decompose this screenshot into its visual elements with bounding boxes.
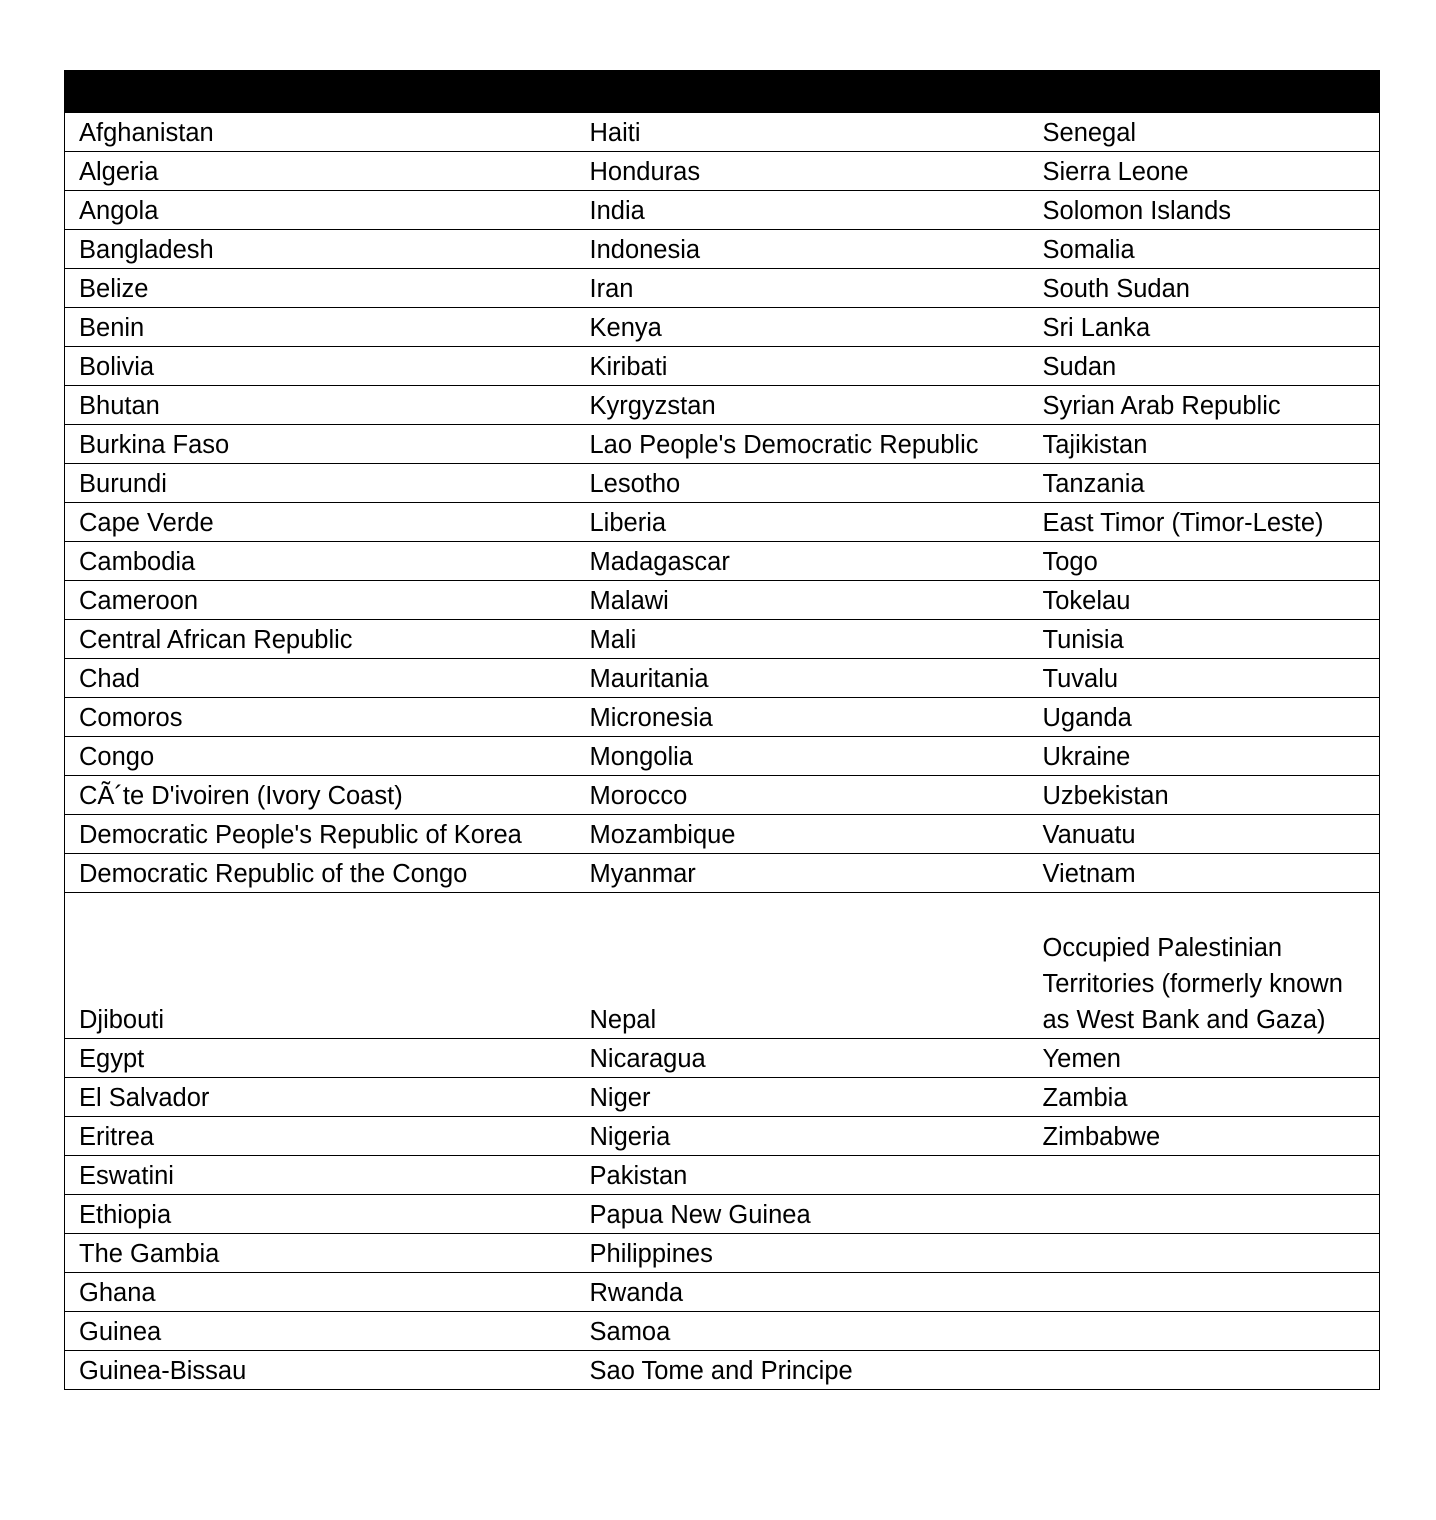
table-row [65,542,1380,581]
table-cell [1029,191,1380,230]
table-cell [65,308,576,347]
table-row [65,464,1380,503]
table-cell [1029,1195,1380,1234]
table-cell [1029,1156,1380,1195]
country-name: Lesotho [589,470,681,498]
country-name: Morocco [589,782,688,810]
table-cell [1029,698,1380,737]
table-cell [576,347,1029,386]
table-cell [1029,1273,1380,1312]
country-name: Bolivia [79,353,155,381]
table-cell [576,737,1029,776]
country-name: Senegal [1042,119,1137,147]
table-cell [65,581,576,620]
country-name: India [589,197,645,225]
country-table [64,70,1380,1390]
table-cell [576,152,1029,191]
table-row [65,854,1380,893]
country-name: Togo [1042,548,1098,576]
table-cell [576,230,1029,269]
country-name: Kyrgyzstan [589,392,716,420]
table-cell [1029,113,1380,152]
country-name: Eswatini [79,1162,174,1190]
country-name: Cape Verde [79,509,214,537]
table-cell [576,542,1029,581]
header-cell-1 [65,71,576,113]
table-cell [65,386,576,425]
country-name: South Sudan [1042,275,1190,303]
table-cell [65,542,576,581]
table-cell [65,776,576,815]
table-cell [576,1273,1029,1312]
country-name: Guinea-Bissau [79,1357,247,1385]
country-name: Sao Tome and Principe [589,1357,853,1385]
table-cell [65,698,576,737]
table-cell [65,113,576,152]
country-name: Mongolia [589,743,693,771]
table-cell [576,1039,1029,1078]
country-name: Burundi [79,470,167,498]
table-row [65,269,1380,308]
table-cell [65,659,576,698]
table-row [65,347,1380,386]
country-name: Papua New Guinea [589,1201,811,1229]
table-cell [65,347,576,386]
country-name: Democratic Republic of the Congo [79,860,468,888]
header-cell-3 [1029,71,1380,113]
table-cell [1029,386,1380,425]
country-name: Uganda [1042,704,1132,732]
country-name: Burkina Faso [79,431,230,459]
country-name: Comoros [79,704,183,732]
country-name: Yemen [1042,1045,1121,1073]
table-cell [576,113,1029,152]
country-name: Cambodia [79,548,196,576]
table-cell [1029,347,1380,386]
table-cell [65,1312,576,1351]
table-row [65,776,1380,815]
table-cell [576,503,1029,542]
country-name: El Salvador [79,1084,210,1112]
table-cell [576,659,1029,698]
country-name: The Gambia [79,1240,220,1268]
table-row [65,1039,1380,1078]
country-name: Cameroon [79,587,199,615]
table-cell [1029,1351,1380,1390]
table-cell [65,620,576,659]
table-cell [65,1273,576,1312]
country-name: Ghana [79,1279,156,1307]
table-cell [65,815,576,854]
country-name: Guinea [79,1318,162,1346]
table-cell [65,230,576,269]
table-cell [1029,854,1380,893]
table-row [65,893,1380,1039]
country-name: Ethiopia [79,1201,172,1229]
table-row [65,152,1380,191]
country-name: Nepal [589,1006,657,1034]
country-name: Mozambique [589,821,736,849]
country-name: Nicaragua [589,1045,706,1073]
table-row [65,1195,1380,1234]
table-cell [65,1195,576,1234]
country-name: Tajikistan [1042,431,1148,459]
country-name: Micronesia [589,704,713,732]
country-name: Mali [589,626,637,654]
table-body [65,113,1380,1390]
table-cell [65,1117,576,1156]
country-name: Rwanda [589,1279,684,1307]
table-row [65,1156,1380,1195]
table-cell [576,269,1029,308]
country-name: Mauritania [589,665,709,693]
table-cell [576,1195,1029,1234]
country-name: Madagascar [589,548,730,576]
table-row [65,581,1380,620]
table-cell [576,1351,1029,1390]
country-name: Tuvalu [1042,665,1119,693]
country-name: Algeria [79,158,159,186]
country-name: Nigeria [589,1123,671,1151]
country-name: Zimbabwe [1042,1123,1161,1151]
table-cell [65,269,576,308]
table-cell [576,1234,1029,1273]
country-name: Sierra Leone [1042,158,1189,186]
country-name: Tokelau [1042,587,1131,615]
table-cell [1029,581,1380,620]
table-cell [1029,230,1380,269]
table-cell [65,1039,576,1078]
country-name: Eritrea [79,1123,155,1151]
country-name: Ukraine [1042,743,1131,771]
country-name: Solomon Islands [1042,197,1232,225]
table-cell [576,893,1029,1039]
table-row [65,659,1380,698]
table-cell [576,1156,1029,1195]
table-row [65,1351,1380,1390]
country-name: Philippines [589,1240,713,1268]
table-cell [1029,1117,1380,1156]
table-cell [576,620,1029,659]
table-row [65,1234,1380,1273]
table-row [65,1117,1380,1156]
table-cell [1029,425,1380,464]
country-name: Congo [79,743,155,771]
table-cell [576,191,1029,230]
country-name: Chad [79,665,140,693]
table-row [65,620,1380,659]
country-name: Vietnam [1042,860,1136,888]
table-cell [576,698,1029,737]
country-name: Bangladesh [79,236,214,264]
table-cell [576,1078,1029,1117]
table-cell [65,854,576,893]
country-name: Malawi [589,587,669,615]
table-row [65,1273,1380,1312]
table-cell [65,1234,576,1273]
table-cell [65,1156,576,1195]
table-row [65,737,1380,776]
country-name: Indonesia [589,236,701,264]
country-name: Somalia [1042,236,1135,264]
table-cell [576,386,1029,425]
table-row [65,425,1380,464]
country-name: Haiti [589,119,641,147]
table-cell [1029,1312,1380,1351]
table-row [65,191,1380,230]
table-row [65,1078,1380,1117]
country-name: Pakistan [589,1162,688,1190]
country-name: Tanzania [1042,470,1145,498]
header-cell-2 [576,71,1029,113]
table-cell [1029,620,1380,659]
country-name: Angola [79,197,159,225]
country-name: Vanuatu [1042,821,1136,849]
country-name: Bhutan [79,392,160,420]
table-cell [65,1351,576,1390]
country-name: Kiribati [589,353,668,381]
country-name: Kenya [589,314,662,342]
table-cell [1029,464,1380,503]
country-name: Samoa [589,1318,671,1346]
country-name: Benin [79,314,145,342]
table-cell [1029,1078,1380,1117]
table-cell [65,152,576,191]
table-cell [65,464,576,503]
table-cell [576,308,1029,347]
table-cell [1029,152,1380,191]
table-cell [1029,503,1380,542]
table-cell [576,1117,1029,1156]
table-cell [576,854,1029,893]
table-cell [1029,893,1380,1039]
table-row [65,1312,1380,1351]
country-name: Myanmar [589,860,696,888]
table-cell [576,425,1029,464]
table-header [65,71,1380,113]
country-name: Uzbekistan [1042,782,1169,810]
table-cell [576,776,1029,815]
table-cell [1029,1039,1380,1078]
country-name: Niger [589,1084,651,1112]
table-cell [576,581,1029,620]
table-cell [576,815,1029,854]
table-row [65,230,1380,269]
country-name: Tunisia [1042,626,1124,654]
country-name: Central African Republic [79,626,353,654]
table-cell [65,425,576,464]
country-name: Afghanistan [79,119,214,147]
table-cell [65,737,576,776]
country-name: Egypt [79,1045,145,1073]
country-name: Zambia [1042,1084,1128,1112]
country-name: Sri Lanka [1042,314,1151,342]
table-row [65,815,1380,854]
table-cell [1029,308,1380,347]
table-cell [576,464,1029,503]
country-name: Liberia [589,509,667,537]
country-name: Djibouti [79,1006,165,1034]
table-cell [65,893,576,1039]
table-cell [576,1312,1029,1351]
country-name: East Timor (Timor-Leste) [1042,509,1324,537]
table-cell [65,191,576,230]
table-cell [65,1078,576,1117]
table-cell [1029,659,1380,698]
table-row [65,386,1380,425]
header-row [65,71,1380,113]
country-name: Occupied Palestinian Territories (formerly known as West Bank and Gaza) [1042,934,1343,1034]
country-name: Syrian Arab Republic [1042,392,1281,420]
table-cell [1029,737,1380,776]
country-name: Democratic People's Republic of Korea [79,821,522,849]
table-row [65,308,1380,347]
country-name: Belize [79,275,149,303]
country-name: Iran [589,275,634,303]
country-name: CÃ´te D'ivoiren (Ivory Coast) [79,782,403,810]
table-cell [1029,542,1380,581]
table-cell [1029,776,1380,815]
country-name: Sudan [1042,353,1117,381]
table-cell [1029,815,1380,854]
country-name: Lao People's Democratic Republic [589,431,979,459]
country-name: Honduras [589,158,701,186]
table-row [65,503,1380,542]
table-row [65,113,1380,152]
table-cell [1029,1234,1380,1273]
table-cell [1029,269,1380,308]
table-row [65,698,1380,737]
table-cell [65,503,576,542]
